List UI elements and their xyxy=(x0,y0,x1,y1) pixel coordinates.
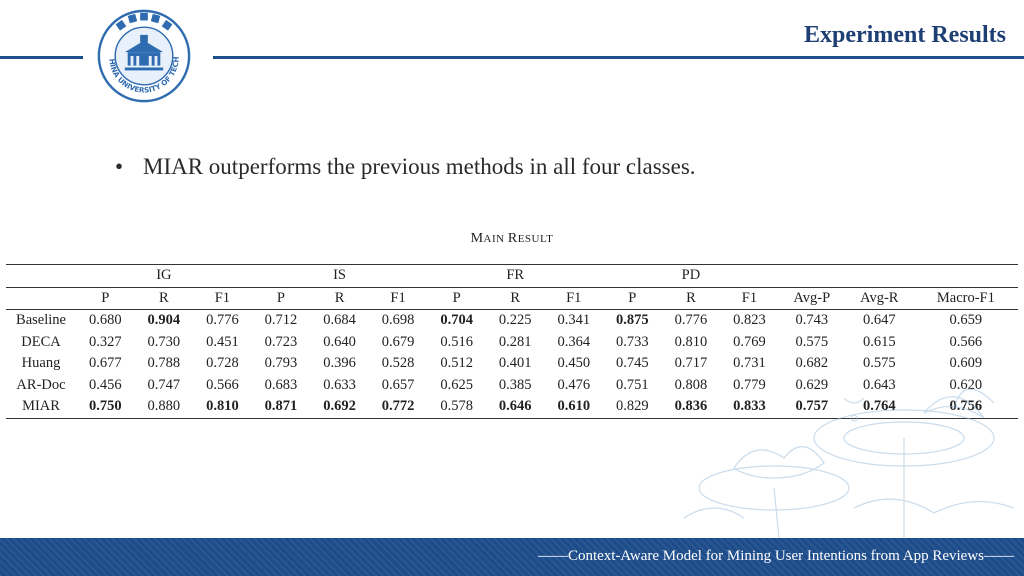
table-cell: 0.723 xyxy=(264,333,298,350)
table-cell: 0.717 xyxy=(674,355,708,372)
table-cell: 0.698 xyxy=(381,312,415,329)
table-cell: 0.680 xyxy=(88,312,122,329)
table-cell: 0.341 xyxy=(557,312,591,329)
table-cell: 0.871 xyxy=(252,396,311,418)
table-cell: 0.712 xyxy=(264,312,298,329)
table-cell: 0.647 xyxy=(862,312,896,329)
table-cell: 0.810 xyxy=(193,396,252,418)
table-cell: 0.679 xyxy=(381,333,415,350)
row-method-name: MIAR xyxy=(6,396,76,418)
table-cell: 0.516 xyxy=(440,333,473,350)
table-cell: 0.528 xyxy=(381,355,415,372)
column-header: R xyxy=(662,287,721,310)
table-cell: 0.575 xyxy=(795,333,829,350)
row-method-name: Huang xyxy=(21,355,61,372)
table-cell: 0.609 xyxy=(949,355,983,372)
table-cell: 0.823 xyxy=(733,312,766,329)
row-method-name: Baseline xyxy=(16,312,66,329)
table-cell: 0.808 xyxy=(674,376,708,393)
table-column-header-row xyxy=(6,287,1018,310)
column-header: P xyxy=(427,287,486,310)
table-cell: 0.456 xyxy=(88,376,122,393)
table-cell: 0.682 xyxy=(795,355,829,372)
column-header: P xyxy=(76,287,135,310)
table-cell: 0.327 xyxy=(88,333,122,350)
table-caption: MAIN RESULT xyxy=(470,231,554,246)
university-logo-icon xyxy=(96,8,192,104)
bullet-dot-icon: • xyxy=(115,154,124,179)
column-header: R xyxy=(486,287,545,310)
table-cell: 0.620 xyxy=(949,376,983,393)
table-cell: 0.776 xyxy=(206,312,239,329)
table-cell: 0.772 xyxy=(369,396,428,418)
bullet-text: MIAR outperforms the previous methods in all four classes. xyxy=(143,154,696,179)
table-cell: 0.364 xyxy=(557,333,591,350)
column-header: F1 xyxy=(193,287,252,310)
column-header: Avg-R xyxy=(845,287,914,310)
table-cell: 0.657 xyxy=(381,376,415,393)
footer-bar xyxy=(0,538,1024,576)
table-cell: 0.756 xyxy=(914,396,1018,418)
table-row xyxy=(6,310,1018,332)
table-cell: 0.659 xyxy=(949,312,983,329)
table-cell: 0.385 xyxy=(498,376,532,393)
row-method-name: AR-Doc xyxy=(16,376,66,393)
table-cell: 0.512 xyxy=(440,355,473,372)
table-cell: 0.633 xyxy=(323,376,356,393)
bullet-point xyxy=(115,154,696,180)
table-cell: 0.733 xyxy=(616,333,649,350)
table-cell: 0.776 xyxy=(674,312,708,329)
column-header: F1 xyxy=(545,287,604,310)
page-title: Experiment Results xyxy=(804,22,1006,48)
table-group-header-row xyxy=(6,265,1018,288)
table-cell: 0.640 xyxy=(323,333,356,350)
table-cell: 0.683 xyxy=(264,376,298,393)
table-cell: 0.225 xyxy=(498,312,532,329)
column-header: Macro-F1 xyxy=(914,287,1018,310)
footer-text: ——Context-Aware Model for Mining User Intentions from App Reviews—— xyxy=(537,548,1014,564)
table-cell: 0.728 xyxy=(206,355,239,372)
table-row xyxy=(6,353,1018,375)
row-method-name: DECA xyxy=(21,333,61,350)
table-cell: 0.704 xyxy=(440,312,473,329)
table-cell: 0.880 xyxy=(135,396,194,418)
group-header: IS xyxy=(310,265,369,288)
table-cell: 0.281 xyxy=(498,333,532,350)
table-cell: 0.396 xyxy=(323,355,356,372)
table-cell: 0.730 xyxy=(147,333,181,350)
table-cell: 0.747 xyxy=(147,376,181,393)
table-cell: 0.875 xyxy=(616,312,649,329)
group-header: IG xyxy=(135,265,194,288)
column-header: F1 xyxy=(720,287,779,310)
table-cell: 0.684 xyxy=(323,312,356,329)
table-cell: 0.731 xyxy=(733,355,766,372)
group-header: PD xyxy=(662,265,721,288)
table-cell: 0.643 xyxy=(862,376,896,393)
table-cell: 0.764 xyxy=(845,396,914,418)
column-header: R xyxy=(135,287,194,310)
table-cell: 0.757 xyxy=(779,396,845,418)
table-cell: 0.829 xyxy=(603,396,662,418)
column-header: Avg-P xyxy=(779,287,845,310)
table-cell: 0.575 xyxy=(862,355,896,372)
group-header: FR xyxy=(486,265,545,288)
table-cell: 0.677 xyxy=(88,355,122,372)
column-header: R xyxy=(310,287,369,310)
header-rule-left xyxy=(0,56,83,59)
table-cell: 0.625 xyxy=(440,376,473,393)
table-cell: 0.450 xyxy=(557,355,591,372)
table-cell: 0.833 xyxy=(720,396,779,418)
table-cell: 0.615 xyxy=(862,333,896,350)
table-cell: 0.629 xyxy=(795,376,829,393)
table-cell: 0.646 xyxy=(486,396,545,418)
table-cell: 0.476 xyxy=(557,376,591,393)
table-cell: 0.745 xyxy=(616,355,649,372)
table-cell: 0.793 xyxy=(264,355,298,372)
table-cell: 0.578 xyxy=(427,396,486,418)
table-cell: 0.743 xyxy=(795,312,829,329)
column-header: P xyxy=(603,287,662,310)
column-header: F1 xyxy=(369,287,428,310)
table-cell: 0.751 xyxy=(616,376,649,393)
table-cell: 0.566 xyxy=(206,376,239,393)
svg-text:SOUTH CHINA UNIVERSITY OF TECH: HINA UNIVERSITY OF TECH xyxy=(107,56,181,95)
table-cell: 0.836 xyxy=(662,396,721,418)
table-cell: 0.566 xyxy=(949,333,983,350)
column-header: P xyxy=(252,287,311,310)
table-cell: 0.401 xyxy=(498,355,532,372)
table-cell: 0.610 xyxy=(545,396,604,418)
header-rule-right xyxy=(213,56,1024,59)
table-cell: 0.779 xyxy=(733,376,766,393)
table-cell: 0.692 xyxy=(310,396,369,418)
table-cell: 0.750 xyxy=(76,396,135,418)
table-row xyxy=(6,332,1018,354)
table-cell: 0.810 xyxy=(674,333,708,350)
table-cell: 0.769 xyxy=(733,333,766,350)
table-cell: 0.451 xyxy=(206,333,239,350)
lotus-decoration-icon xyxy=(654,378,1024,538)
table-cell: 0.904 xyxy=(147,312,181,329)
table-cell: 0.788 xyxy=(147,355,181,372)
